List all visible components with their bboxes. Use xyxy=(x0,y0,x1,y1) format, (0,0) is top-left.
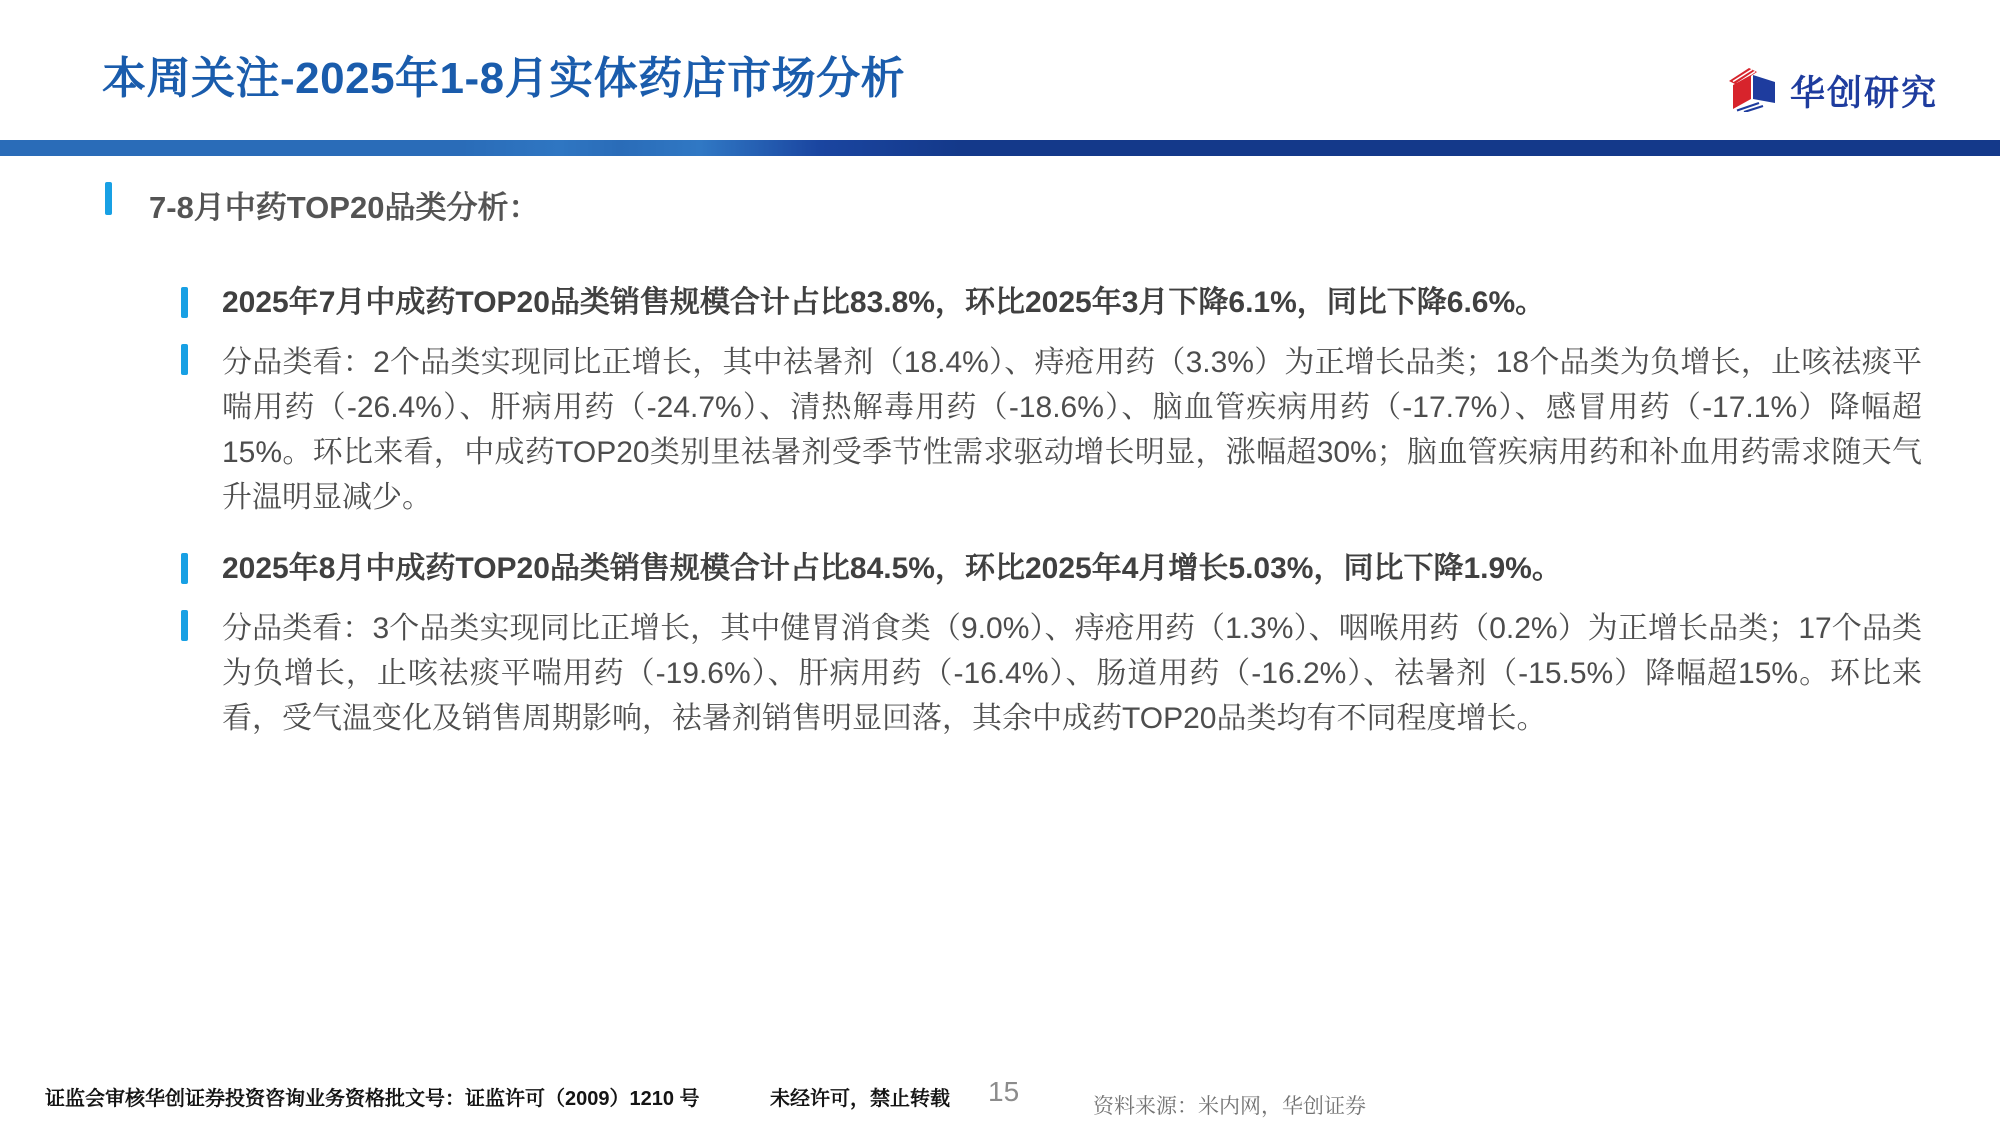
section-header-text: 7-8月中药TOP20品类分析： xyxy=(149,190,540,225)
bullet-marker-bar xyxy=(181,287,188,318)
july-detail-block xyxy=(181,340,1922,520)
footer-license-text: 证监会审核华创证券投资咨询业务资格批文号：证监许可（2009）1210 号 xyxy=(45,1088,700,1110)
page-title: 本周关注-2025年1-8月实体药店市场分析 xyxy=(102,54,906,103)
huachuang-cube-icon xyxy=(1727,64,1781,117)
data-source-note: 资料来源：米内网，华创证券 xyxy=(1093,1095,1366,1118)
bullet-marker-bar xyxy=(181,553,188,584)
august-headline-block xyxy=(181,549,1922,588)
huachuang-logo-text: 华创研究 xyxy=(1789,73,1938,113)
july-headline-block xyxy=(181,283,1922,322)
august-detail-block xyxy=(181,606,1922,741)
section-header xyxy=(105,182,539,227)
section-marker-bar xyxy=(105,182,112,215)
footer-copy-notice: 未经许可，禁止转载 xyxy=(770,1088,950,1110)
header-divider-bar xyxy=(0,140,2000,156)
august-detail: 分品类看：3个品类实现同比正增长，其中健胃消食类（9.0%）、痔疮用药（1.3%）、咽喉用药（0.2%）为正增长品类；17个品类为负增长，止咳祛痰平喘用药（-19.6%）、肝病用药（-16.4%）、肠道用药（-16.2%）、祛暑剂（-15.5%）降幅超15%。环比来看，受气温变化及销售周期影响，祛暑剂销售明显回落，其余中成药TOP20品类均有不同程度增长。 xyxy=(222,612,1922,735)
page-number: 15 xyxy=(988,1076,1020,1107)
july-headline: 2025年7月中成药TOP20品类销售规模合计占比83.8%，环比2025年3月下降6.1%，同比下降6.6%。 xyxy=(222,286,1546,319)
july-detail: 分品类看：2个品类实现同比正增长，其中祛暑剂（18.4%）、痔疮用药（3.3%）为正增长品类；18个品类为负增长，止咳祛痰平喘用药（-26.4%）、肝病用药（-24.7%）、清热解毒用药（-18.6%）、脑血管疾病用药（-17.7%）、感冒用药（-17.1%）降幅超15%。环比来看，中成药TOP20类别里祛暑剂受季节性需求驱动增长明显，涨幅超30%；脑血管疾病用药和补血用药需求随天气升温明显减少。 xyxy=(222,346,1922,514)
august-headline: 2025年8月中成药TOP20品类销售规模合计占比84.5%，环比2025年4月增长5.03%，同比下降1.9%。 xyxy=(222,552,1562,585)
bullet-marker-bar xyxy=(181,344,188,375)
huachuang-logo xyxy=(1727,64,1938,117)
bullet-marker-bar xyxy=(181,610,188,641)
